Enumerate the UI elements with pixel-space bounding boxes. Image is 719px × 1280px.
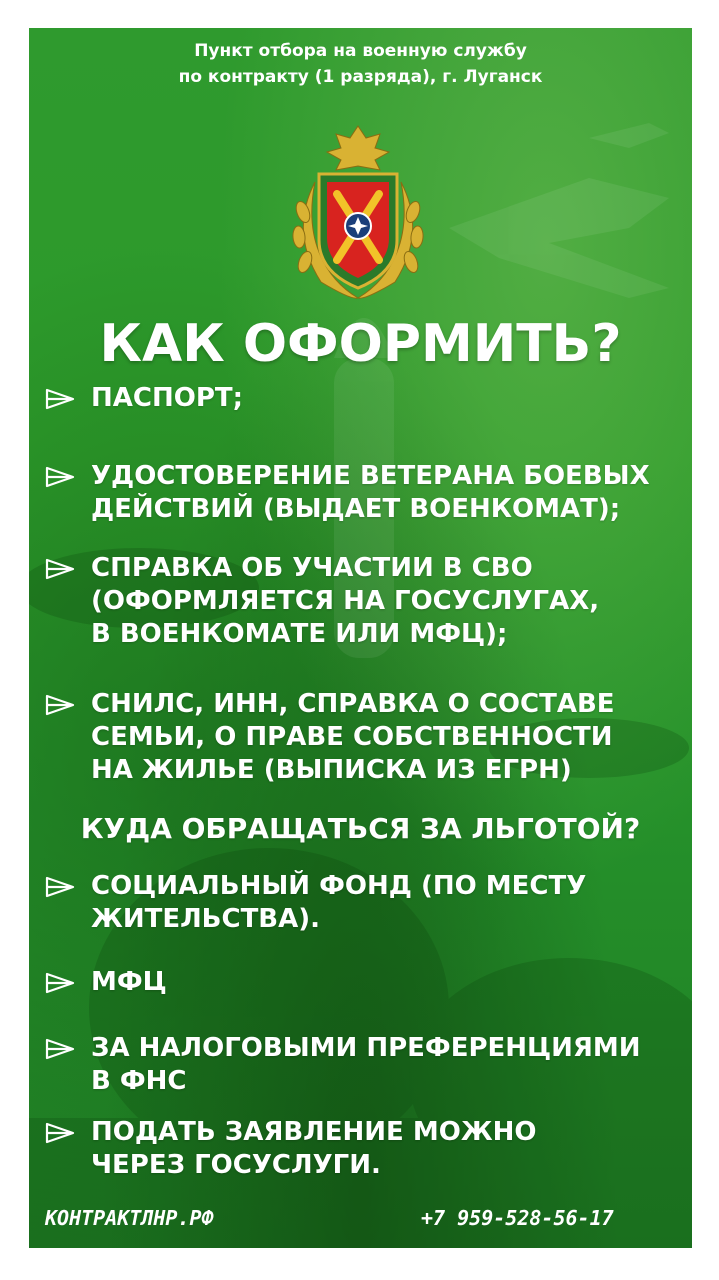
list-item-text: СОЦИАЛЬНЫЙ ФОНД (ПО МЕСТУ ЖИТЕЛЬСТВА). [91, 871, 587, 934]
arrow-right-icon [45, 558, 75, 580]
list-item-text: СНИЛС, ИНН, СПРАВКА О СОСТАВЕ СЕМЬИ, О ПРАВЕ СОБСТВЕННОСТИ НА ЖИЛЬЕ (ВЫПИСКА ИЗ ЕГРН) [91, 689, 615, 785]
page-title: КАК ОФОРМИТЬ? [99, 314, 622, 374]
list-item [45, 688, 685, 790]
military-emblem-icon [281, 122, 435, 300]
website-link[interactable]: КОНТРАКТЛНР.РФ [45, 1206, 214, 1230]
list-item [45, 382, 685, 422]
phone-number[interactable]: +7 959-528-56-17 [421, 1206, 614, 1230]
arrow-right-icon [45, 466, 75, 488]
header [29, 38, 692, 90]
list-item [45, 1116, 685, 1186]
arrow-right-icon [45, 388, 75, 410]
header-line-1: Пункт отбора на военную службу [194, 41, 527, 61]
list-item [45, 870, 685, 940]
list-item [45, 966, 685, 1006]
list-item-text: СПРАВКА ОБ УЧАСТИИ В СВО (ОФОРМЛЯЕТСЯ НА ГОСУСЛУГАХ, В ВОЕНКОМАТЕ ИЛИ МФЦ); [91, 553, 600, 649]
list-item [45, 1032, 685, 1102]
arrow-right-icon [45, 1122, 75, 1144]
header-line-2: по контракту (1 разряда), г. Луганск [178, 67, 543, 87]
list-item-text: МФЦ [91, 967, 167, 997]
list-item-text: УДОСТОВЕРЕНИЕ ВЕТЕРАНА БОЕВЫХ ДЕЙСТВИЙ (ВЫДАЕТ ВОЕНКОМАТ); [91, 461, 650, 524]
list-item-text: ПАСПОРТ; [91, 383, 244, 413]
list-item [45, 460, 685, 530]
arrow-right-icon [45, 876, 75, 898]
list-item [45, 552, 685, 654]
poster-card [29, 28, 692, 1248]
arrow-right-icon [45, 972, 75, 994]
arrow-right-icon [45, 694, 75, 716]
section-heading: КУДА ОБРАЩАТЬСЯ ЗА ЛЬГОТОЙ? [80, 812, 641, 845]
arrow-right-icon [45, 1038, 75, 1060]
list-item-text: ЗА НАЛОГОВЫМИ ПРЕФЕРЕНЦИЯМИ В ФНС [91, 1033, 641, 1096]
list-item-text: ПОДАТЬ ЗАЯВЛЕНИЕ МОЖНО ЧЕРЕЗ ГОСУСЛУГИ. [91, 1117, 537, 1180]
